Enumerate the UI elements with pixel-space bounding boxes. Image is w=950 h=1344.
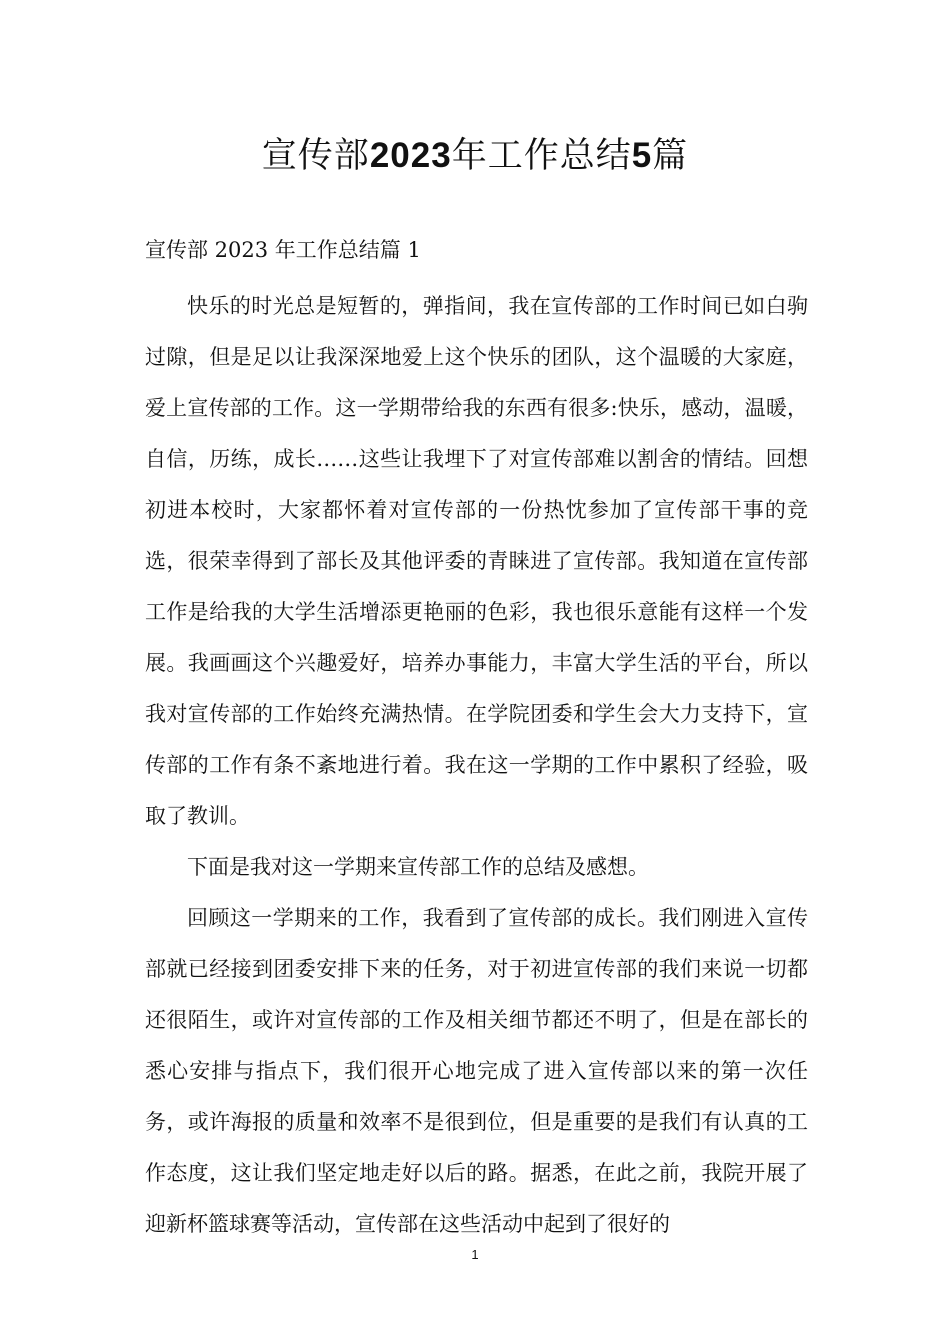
title-count: 5 [631, 136, 653, 175]
page-number: 1 [471, 1247, 479, 1262]
title-suffix: 篇 [652, 136, 689, 176]
paragraph: 下面是我对这一学期来宣传部工作的总结及感想。 [187, 855, 649, 879]
body-text [145, 281, 808, 1250]
title-prefix: 宣传部 [261, 136, 370, 176]
document-title [0, 130, 950, 182]
paragraph: 快乐的时光总是短暂的，弹指间，我在宣传部的工作时间已如白驹过隙，但是足以让我深深地爱上这个快乐的团队，这个温暖的大家庭，爱上宣传部的工作。这一学期带给我的东西有很多:快乐，感动，温暖，自信，历练，成长……这些让我埋下了对宣传部难以割舍的情结。回想初进本校时，大家都怀着对宣传部的一份热忱参加了宣传部干事的竞选，很荣幸得到了部长及其他评委的青睐进了宣传部。我知道在宣传部工作是给我的大学生活增添更艳丽的色彩，我也很乐意能有这样一个发展。我画画这个兴趣爱好，培养办事能力，丰富大学生活的平台，所以我对宣传部的工作始终充满热情。在学院团委和学生会大力支持下，宣传部的工作有条不紊地进行着。我在这一学期的工作中累积了经验，吸取了教训。 [145, 294, 808, 828]
paragraph: 回顾这一学期来的工作，我看到了宣传部的成长。我们刚进入宣传部就已经接到团委安排下来的任务，对于初进宣传部的我们来说一切都还很陌生，或许对宣传部的工作及相关细节都还不明了，但是在部长的悉心安排与指点下，我们很开心地完成了进入宣传部以来的第一次任务，或许海报的质量和效率不是很到位，但是重要的是我们有认真的工作态度，这让我们坚定地走好以后的路。据悉，在此之前，我院开展了迎新杯篮球赛等活动，宣传部在这些活动中起到了很好的 [145, 906, 808, 1236]
title-year: 2023 [369, 136, 452, 175]
section-heading: 宣传部 2023 年工作总结篇 1 [145, 238, 421, 262]
title-middle: 年工作总结 [451, 136, 632, 176]
